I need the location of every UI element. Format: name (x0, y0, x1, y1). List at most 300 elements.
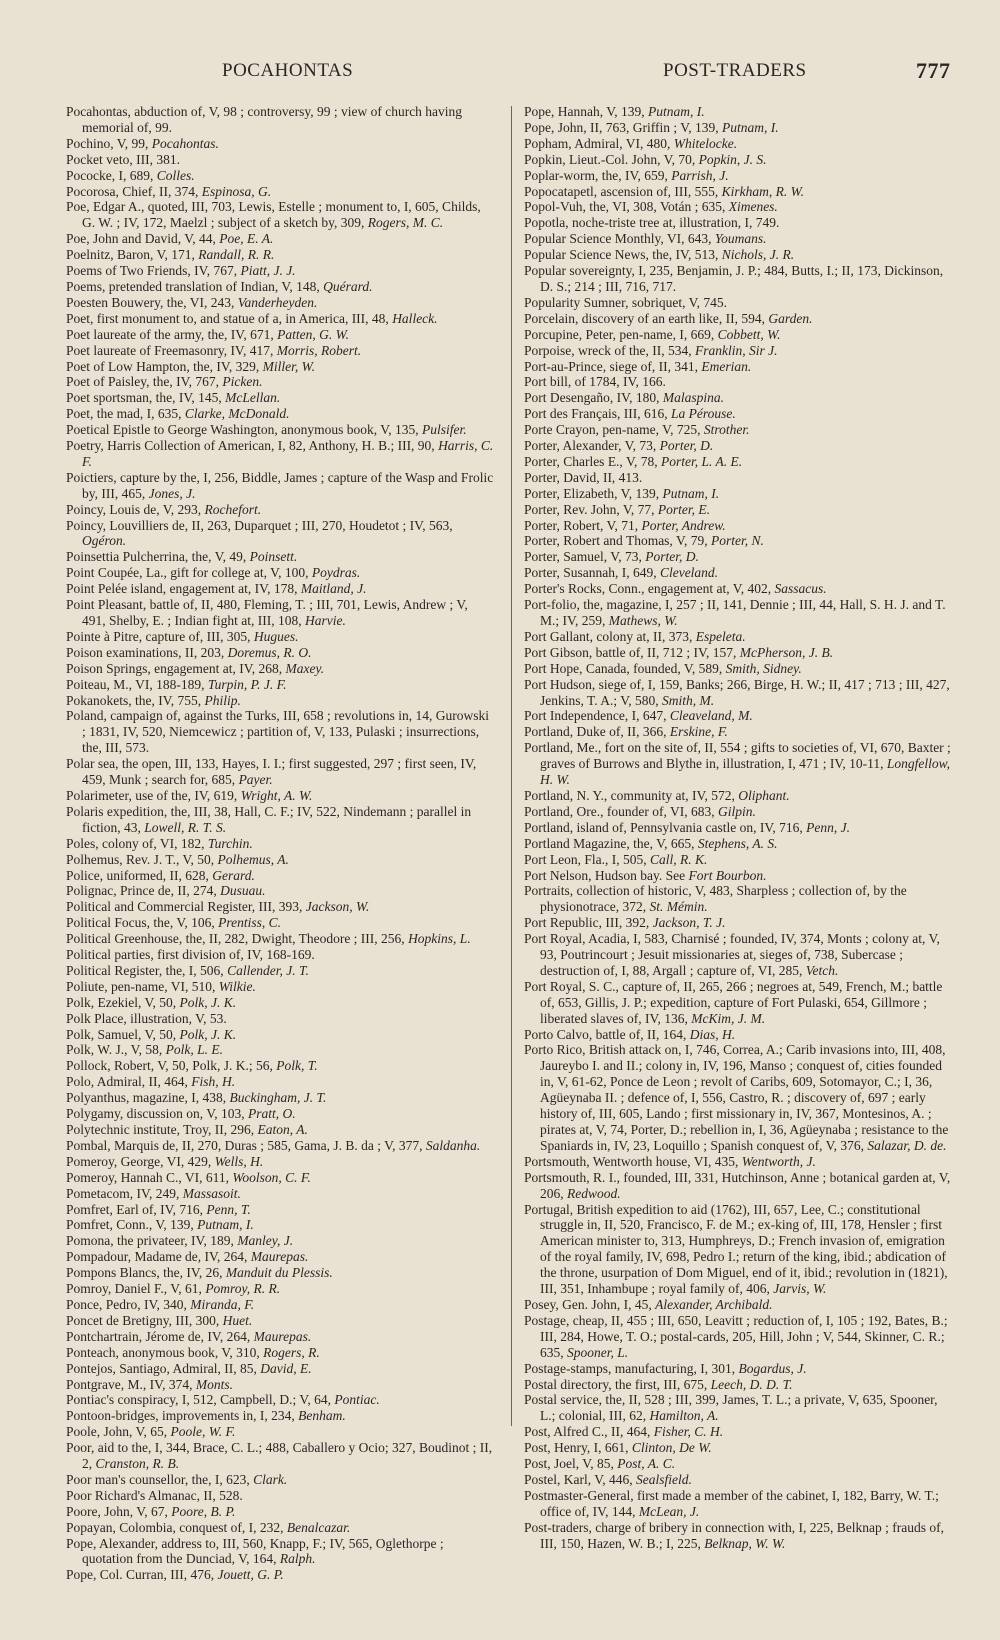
entry-text: Political and Commercial Register, III, 393, (66, 899, 306, 915)
index-entry (524, 883, 952, 915)
column-divider (511, 106, 512, 1426)
index-entry (66, 359, 494, 375)
index-entry (524, 374, 952, 390)
entry-reference: Mathews, W. (608, 613, 678, 628)
entry-text: Popkin, Lieut.-Col. John, V, 70, (524, 151, 699, 167)
index-entry (66, 1392, 494, 1408)
entry-text: Pomeroy, Hannah C., VI, 611, (66, 1169, 233, 1185)
index-entry (66, 1027, 494, 1043)
entry-text: Polygamy, discussion on, V, 103, (66, 1106, 249, 1122)
entry-text: Pope, Hannah, V, 139, (524, 104, 648, 119)
entry-text: Portland Magazine, the, V, 665, (524, 835, 698, 851)
entry-reference: Espinosa, G. (201, 183, 272, 199)
entry-text: Portland, N. Y., community at, IV, 572, (524, 787, 739, 803)
entry-reference: Gilpin. (717, 803, 756, 819)
entry-reference: Woolson, C. F. (232, 1169, 311, 1185)
index-entry (66, 1536, 494, 1568)
entry-reference: Eaton, A. (257, 1122, 308, 1137)
entry-text: Pontoon-bridges, improvements in, I, 234, (66, 1408, 299, 1424)
index-entry (524, 390, 952, 406)
index-entry (66, 883, 494, 899)
entry-reference: Poinsett. (249, 549, 298, 565)
entry-text: Poelnitz, Baron, V, 171, (66, 247, 199, 263)
index-entry (524, 343, 952, 359)
index-entry (524, 661, 952, 677)
entry-text: Point Pelée island, engagement at, IV, 178, (66, 581, 301, 597)
index-entry (66, 1058, 494, 1074)
index-entry (66, 311, 494, 327)
entry-text: Post-traders, charge of bribery in connection with, I, 225, Belknap ; frauds of, III, 150, Hazen, W. B.; I, 225, (524, 1519, 945, 1551)
index-entry (524, 295, 952, 311)
entry-reference: Redwood. (567, 1185, 621, 1201)
index-entry (66, 868, 494, 884)
entry-text: Poinsettia Pulcherrina, the, V, 49, (66, 549, 250, 565)
entry-reference: Spooner, L. (567, 1344, 629, 1360)
entry-text: Pontejos, Santiago, Admiral, II, 85, (66, 1360, 261, 1376)
entry-text: Poore, John, V, 67, (66, 1503, 172, 1519)
index-entry (524, 152, 952, 168)
entry-text: Porter, Elizabeth, V, 139, (524, 485, 663, 501)
entry-reference: Pocahontas. (151, 135, 219, 151)
entry-text: Poet laureate of the army, the, IV, 671, (66, 326, 278, 342)
entry-text: Postage-stamps, manufacturing, I, 301, (524, 1360, 739, 1376)
index-entry (66, 1106, 494, 1122)
index-entry (66, 1138, 494, 1154)
entry-text: Pointe à Pitre, capture of, III, 305, (66, 628, 254, 644)
index-entry (66, 979, 494, 995)
entry-reference: Alexander, Archibald. (655, 1296, 773, 1312)
entry-text: Polignac, Prince de, II, 274, (66, 883, 221, 899)
index-entry (66, 931, 494, 947)
entry-text: Pococke, I, 689, (66, 167, 157, 183)
entry-text: Popol-Vuh, the, VI, 308, Votán ; 635, (524, 199, 729, 215)
entry-text: Pocahontas, abduction of, V, 98 ; controversy, 99 ; view of church having memorial of, 99. (66, 104, 463, 135)
entry-reference: Maxey. (285, 660, 325, 676)
entry-text: Port Hudson, siege of, I, 159, Banks; 266, Birge, H. W.; II, 417 ; 713 ; III, 427, Jenkins, T. A.; V, 580, (524, 676, 950, 708)
entry-reference: Wells, H. (214, 1153, 264, 1169)
entry-reference: Halleck. (392, 310, 438, 326)
entry-text: Porcelain, discovery of an earth like, II, 594, (524, 310, 769, 326)
entry-text: Port-au-Prince, siege of, II, 341, (524, 358, 702, 374)
index-entry (66, 1520, 494, 1536)
index-entry (66, 963, 494, 979)
entry-text: Pontgrave, M., IV, 374, (66, 1376, 196, 1392)
entry-text: Poole, John, V, 65, (66, 1424, 171, 1440)
index-entry (524, 247, 952, 263)
index-entry (66, 518, 494, 550)
entry-reference: Cranston, R. B. (95, 1456, 180, 1472)
entry-text: Point Pleasant, battle of, II, 480, Fleming, T. ; III, 701, Lewis, Andrew ; V, 491, Shelby, E. ; Indian fight at, III, 108, (66, 597, 468, 628)
entry-reference: Colles. (156, 167, 195, 183)
index-entry (524, 1456, 952, 1472)
index-entry (66, 184, 494, 200)
entry-text: Port Desengaño, IV, 180, (524, 390, 663, 406)
index-entry (66, 852, 494, 868)
index-entry (524, 518, 952, 534)
entry-reference: Porter, N. (710, 533, 764, 549)
index-entry (66, 899, 494, 915)
index-entry (524, 1488, 952, 1520)
index-entry (66, 1090, 494, 1106)
index-entry (66, 231, 494, 247)
entry-text: Polo, Admiral, II, 464, (66, 1074, 192, 1090)
entry-text: Porter, Susannah, I, 649, (524, 565, 660, 581)
entry-reference: Ralph. (279, 1551, 316, 1567)
entry-text: Pope, Col. Curran, III, 476, (66, 1567, 218, 1583)
entry-reference: Wentworth, J. (741, 1153, 816, 1169)
entry-text: Poetry, Harris Collection of American, I, 82, Anthony, H. B.; III, 90, (66, 438, 439, 454)
entry-reference: Leech, D. D. T. (710, 1376, 793, 1392)
entry-text: Polarimeter, use of the, IV, 619, (66, 787, 241, 803)
entry-text: Poet sportsman, the, IV, 145, (66, 390, 226, 406)
index-entry (66, 374, 494, 390)
index-entry (66, 947, 494, 963)
entry-reference: Harvie. (304, 613, 346, 628)
index-entry (524, 120, 952, 136)
entry-text: Post, Alfred C., II, 464, (524, 1424, 654, 1440)
entry-reference: Poe, E. A. (219, 231, 274, 247)
entry-reference: Cobbett, W. (717, 326, 781, 342)
index-entry (66, 693, 494, 709)
index-entry (524, 645, 952, 661)
index-entry (66, 1233, 494, 1249)
entry-reference: Polk, T. (276, 1058, 318, 1074)
entry-text: Police, uniformed, II, 628, (66, 867, 213, 883)
entry-text: Porter's Rocks, Conn., engagement at, V, 402, (524, 581, 775, 597)
entry-text: Porte Crayon, pen-name, V, 725, (524, 422, 704, 438)
entry-reference: Putnam, I. (662, 485, 720, 501)
entry-text: Poincy, Louis de, V, 293, (66, 501, 205, 517)
entry-text: Political parties, first division of, IV, 168-169. (66, 947, 315, 963)
right-column (524, 104, 952, 1551)
entry-text: Polhemus, Rev. J. T., V, 50, (66, 851, 218, 867)
entry-text: Polyanthus, magazine, I, 438, (66, 1090, 230, 1106)
entry-reference: Penn, T. (206, 1201, 251, 1217)
index-entry (66, 263, 494, 279)
entry-text: Pontiac's conspiracy, I, 512, Campbell, D.; V, 64, (66, 1392, 335, 1408)
entry-reference: Pomroy, R. R. (205, 1281, 281, 1297)
entry-text: Ponteach, anonymous book, V, 310, (66, 1344, 264, 1360)
index-entry (66, 1281, 494, 1297)
entry-text: Port Royal, Acadia, I, 583, Charnisé ; founded, IV, 374, Monts ; colony at, V, 93, Poutrincourt ; Jesuit missionaries at, sieges of, 738, Subercase ; destruction of, I, 88, Argall ; capture of, VI, 285, (524, 931, 940, 978)
entry-reference: Jarvis, W. (773, 1281, 827, 1297)
entry-text: Portugal, British expedition to aid (1762), III, 657, Lee, C.; constitutional struggle in, II, 520, Francisco, F. de M.; ex-king of, III, 178, Hensler ; first American minister to, 313, Humphreys, D.; French invasion of, emigration of the royal family, IV, 698, Pedro I.; return of the king, ibid.; abdication of the throne, usurpation of Dom Miguel, end of it, ibid.; revolution in (1821), III, 351, Inhambupe ; royal family of, 406, (524, 1201, 948, 1297)
index-entry (66, 708, 494, 756)
entry-text: Poictiers, capture by the, I, 256, Biddle, James ; capture of the Wasp and Frolic by, III, 465, (66, 469, 494, 501)
entry-text: Pocket veto, III, 381. (66, 151, 180, 167)
index-entry (66, 549, 494, 565)
index-entry (66, 247, 494, 263)
entry-reference: Garden. (768, 310, 813, 326)
index-entry (66, 1170, 494, 1186)
index-entry (66, 1122, 494, 1138)
entry-reference: Sassacus. (774, 581, 827, 597)
index-entry (66, 168, 494, 184)
index-entry (524, 438, 952, 454)
left-guide-word: POCAHONTAS (222, 60, 354, 81)
entry-reference: Smith, M. (662, 692, 715, 708)
entry-text: Popayan, Colombia, conquest of, I, 232, (66, 1519, 287, 1535)
entry-reference: Putnam, I. (648, 104, 705, 119)
index-entry (524, 1202, 952, 1297)
entry-text: Political Focus, the, V, 106, (66, 915, 219, 931)
entry-reference: Longfellow, H. W. (540, 756, 950, 788)
entry-reference: Nichols, J. R. (721, 247, 795, 263)
entry-reference: Miller, W. (262, 358, 315, 374)
index-entry (524, 231, 952, 247)
entry-reference: Espeleta. (695, 628, 746, 644)
entry-reference: Clarke, McDonald. (184, 406, 290, 422)
entry-text: Portland, Ore., founder of, VI, 683, (524, 803, 718, 819)
index-entry (66, 152, 494, 168)
index-entry (66, 1408, 494, 1424)
index-entry (524, 422, 952, 438)
entry-reference: Lowell, R. T. S. (144, 819, 227, 835)
entry-reference: Popkin, J. S. (698, 151, 767, 167)
index-entry (66, 1472, 494, 1488)
entry-reference: Pratt, O. (248, 1106, 296, 1122)
index-entry (524, 740, 952, 788)
entry-text: Porto Calvo, battle of, II, 164, (524, 1026, 690, 1042)
index-entry (524, 199, 952, 215)
entry-reference: Jackson, T. J. (652, 915, 726, 931)
index-entry (524, 565, 952, 581)
entry-reference: Whitelocke. (673, 135, 738, 151)
page-number: 777 (916, 58, 951, 83)
index-entry (66, 279, 494, 295)
entry-reference: Gerard. (212, 867, 255, 883)
entry-text: Porcupine, Peter, pen-name, I, 669, (524, 326, 718, 342)
index-entry (524, 549, 952, 565)
entry-reference: Putnam, I. (197, 1217, 254, 1233)
entry-reference: Philip. (204, 692, 241, 708)
index-entry (524, 1042, 952, 1153)
entry-reference: Benalcazar. (286, 1519, 351, 1535)
index-entry (524, 184, 952, 200)
entry-text: Postel, Karl, V, 446, (524, 1471, 637, 1487)
entry-text: Port Independence, I, 647, (524, 708, 670, 724)
entry-reference: Cleveland. (659, 565, 719, 581)
entry-reference: Bogardus, J. (738, 1360, 807, 1376)
entry-reference: Oliphant. (738, 787, 790, 803)
entry-reference: Jones, J. (148, 485, 196, 501)
entry-reference: McKim, J. M. (691, 1010, 766, 1026)
entry-text: Polk Place, illustration, V, 53. (66, 1010, 227, 1026)
entry-reference: Jackson, W. (305, 899, 370, 915)
index-entry (66, 804, 494, 836)
entry-text: Popularity Sumner, sobriquet, V, 745. (524, 294, 727, 310)
index-entry (66, 1202, 494, 1218)
entry-text: Porter, Robert, V, 71, (524, 517, 642, 533)
entry-text: Poor Richard's Almanac, II, 528. (66, 1487, 243, 1503)
entry-reference: Vetch. (805, 962, 839, 978)
entry-reference: Hugues. (253, 628, 299, 644)
index-entry (66, 661, 494, 677)
index-entry (524, 104, 952, 120)
index-entry (66, 136, 494, 152)
index-entry (66, 1011, 494, 1027)
index-entry (524, 597, 952, 629)
index-entry (66, 422, 494, 438)
entry-text: Pomfret, Conn., V, 139, (66, 1217, 198, 1233)
entry-reference: Hamilton, A. (649, 1408, 719, 1424)
index-entry (524, 836, 952, 852)
entry-text: Pochino, V, 99, (66, 135, 152, 151)
index-entry (66, 1440, 494, 1472)
entry-reference: Dias, H. (689, 1026, 736, 1042)
index-entry (66, 1488, 494, 1504)
entry-reference: Kirkham, R. W. (721, 183, 804, 199)
entry-text: Poor man's counsellor, the, I, 623, (66, 1471, 254, 1487)
entry-reference: Polk, J. K. (179, 994, 237, 1010)
index-entry (524, 470, 952, 486)
entry-reference: Penn, J. (806, 819, 850, 835)
entry-text: Porter, Robert and Thomas, V, 79, (524, 533, 711, 549)
entry-reference: La Pérouse. (670, 406, 736, 422)
entry-reference: Poole, W. F. (170, 1424, 236, 1440)
entry-text: Port Leon, Fla., I, 505, (524, 851, 650, 867)
entry-text: Poe, Edgar A., quoted, III, 703, Lewis, Estelle ; monument to, I, 605, Childs, G. W. ; IV, 172, Maelzl ; subject of a sketch by, 309, (66, 199, 481, 231)
entry-reference: Huet. (222, 1312, 253, 1328)
entry-reference: Polk, J. K. (179, 1026, 237, 1042)
index-entry (524, 263, 952, 295)
index-entry (66, 1186, 494, 1202)
index-entry (66, 756, 494, 788)
index-entry (66, 597, 494, 629)
entry-text: Post, Henry, I, 661, (524, 1440, 632, 1456)
entry-reference: Poore, B. P. (171, 1503, 236, 1519)
entry-text: Political Greenhouse, the, II, 282, Dwight, Theodore ; III, 256, (66, 931, 409, 947)
index-entry (524, 1392, 952, 1424)
entry-text: Pope, Alexander, address to, III, 560, Knapp, F.; IV, 565, Oglethorpe ; quotation from the Dunciad, V, 164, (66, 1535, 444, 1567)
index-entry (66, 1249, 494, 1265)
entry-reference: Malaspina. (662, 390, 725, 406)
entry-reference: Sealsfield. (636, 1471, 692, 1487)
entry-reference: Quérard. (323, 278, 373, 294)
entry-text: Port Gallant, colony at, II, 373, (524, 628, 696, 644)
entry-reference: Rogers, R. (263, 1344, 320, 1360)
index-entry (66, 1265, 494, 1281)
entry-reference: Pulsifer. (422, 422, 467, 438)
entry-reference: Fish, H. (191, 1074, 236, 1090)
entry-text: Polaris expedition, the, III, 38, Hall, C. F.; IV, 522, Nindemann ; parallel in fiction, 43, (66, 803, 472, 835)
entry-text: Popocatapetl, ascension of, III, 555, (524, 183, 722, 199)
entry-reference: Poydras. (311, 565, 361, 581)
index-entry (524, 311, 952, 327)
index-entry (66, 788, 494, 804)
entry-text: Poor, aid to the, I, 344, Brace, C. L.; 488, Caballero y Ocio; 327, Boudinot ; II, 2, (66, 1440, 493, 1472)
entry-reference: Strother. (703, 422, 750, 438)
entry-text: Portland, island of, Pennsylvania castle on, IV, 716, (524, 819, 807, 835)
entry-text: Pompons Blancs, the, IV, 26, (66, 1265, 226, 1281)
entry-reference: Dusuau. (220, 883, 266, 899)
index-entry (524, 1027, 952, 1043)
entry-reference: Callender, J. T. (227, 962, 309, 978)
entry-text: Porter, Charles E., V, 78, (524, 453, 661, 469)
entry-text: Polar sea, the open, III, 133, Hayes, I. I.; first suggested, 297 ; first seen, IV, 459, Munk ; search for, 685, (66, 756, 477, 788)
entry-text: Pometacom, IV, 249, (66, 1185, 183, 1201)
entry-reference: Jouett, G. P. (217, 1567, 284, 1583)
entry-reference: Youmans. (714, 231, 767, 247)
index-entry (66, 295, 494, 311)
entry-text: Pokanokets, the, IV, 755, (66, 692, 205, 708)
entry-text: Poems of Two Friends, IV, 767, (66, 263, 241, 279)
entry-text: Poet of Low Hampton, the, IV, 329, (66, 358, 263, 374)
index-entry (66, 1361, 494, 1377)
index-entry (524, 581, 952, 597)
right-guide-word: POST-TRADERS (663, 60, 807, 81)
index-entry (524, 1440, 952, 1456)
entry-reference: Emerian. (701, 358, 752, 374)
entry-reference: Polk, L. E. (165, 1042, 224, 1058)
entry-text: Poincy, Louvilliers de, II, 263, Duparquet ; III, 270, Houdetot ; IV, 563, (66, 517, 453, 533)
index-entry (524, 1472, 952, 1488)
entry-text: Poison Springs, engagement at, IV, 268, (66, 660, 286, 676)
index-entry (524, 1154, 952, 1170)
index-entry (66, 1329, 494, 1345)
entry-reference: Maurepas. (253, 1328, 312, 1344)
entry-text: Poesten Bouwery, the, VI, 243, (66, 294, 238, 310)
entry-reference: Polhemus, A. (217, 851, 289, 867)
entry-text: Poet, first monument to, and statue of a, in America, III, 48, (66, 310, 393, 326)
entry-reference: Vanderheyden. (237, 294, 318, 310)
entry-reference: Salazar, D. de. (867, 1137, 947, 1153)
entry-text: Ponce, Pedro, IV, 340, (66, 1296, 191, 1312)
entry-reference: Rogers, M. C. (367, 215, 444, 231)
entry-text: Popular Science Monthly, VI, 643, (524, 231, 715, 247)
entry-reference: Stephens, A. S. (697, 835, 778, 851)
entry-text: Pompadour, Madame de, IV, 264, (66, 1249, 251, 1265)
entry-text: Port des Français, III, 616, (524, 406, 671, 422)
entry-text: Poe, John and David, V, 44, (66, 231, 220, 247)
entry-reference: Manduit du Plessis. (225, 1265, 333, 1281)
entry-reference: St. Mémin. (649, 899, 708, 915)
entry-reference: Clinton, De W. (631, 1440, 712, 1456)
entry-text: Port Hope, Canada, founded, V, 589, (524, 660, 726, 676)
entry-reference: Miranda, F. (190, 1296, 255, 1312)
index-entry (524, 629, 952, 645)
entry-text: Pontchartrain, Jérome de, IV, 264, (66, 1328, 254, 1344)
entry-text: Popular sovereignty, I, 235, Benjamin, J. P.; 484, Butts, I.; II, 173, Dickinson, D. S.; 214 ; III, 716, 717. (524, 263, 944, 294)
entry-text: Poliute, pen-name, VI, 510, (66, 978, 219, 994)
index-entry (66, 502, 494, 518)
index-entry (524, 1313, 952, 1361)
running-head (0, 60, 1000, 90)
entry-reference: Belknap, W. W. (704, 1535, 786, 1551)
entry-text: Postmaster-General, first made a member of the cabinet, I, 182, Barry, W. T.; office of, IV, 144, (524, 1487, 939, 1519)
entry-text: Poland, campaign of, against the Turks, III, 658 ; revolutions in, 14, Gurowski ; 1831, IV, 520, Niemcewicz ; partition of, V, 133, Pulaski ; insurrections, the, III, 573. (66, 708, 489, 756)
index-entry (66, 199, 494, 231)
entry-text: Pombal, Marquis de, II, 270, Duras ; 585, Gama, J. B. da ; V, 377, (66, 1137, 426, 1153)
entry-reference: Maurepas. (250, 1249, 309, 1265)
index-entry (66, 1345, 494, 1361)
index-entry (524, 1520, 952, 1552)
entry-text: Post, Joel, V, 85, (524, 1456, 618, 1472)
entry-text: Porto Rico, British attack on, I, 746, Correa, A.; Carib invasions into, III, 408, Jaureybo I. and II.; colony in, IV, 196, Manso ; conquest of, cities founded in, V, 61-62, Ponce de Leon ; revolt of Caribs, 609, Sotomayor, C.; I, 36, Agüeynaba II. ; defence of, I, 556, Castro, R. ; discovery of, 697 ; early history of, III, 605, Lando ; first missionary in, IV, 367, Montesinos, A. ; pirates at, V, 74, Porter, D.; rebellion in, I, 36, Agüeynaba ; resistance to the Spaniards in, IV, 23, Loquillo ; Spanish conquest of, V, 376, (524, 1042, 949, 1153)
entry-text: Polytechnic institute, Troy, II, 296, (66, 1122, 258, 1137)
entry-text: Posey, Gen. John, I, 45, (524, 1296, 656, 1312)
entry-text: Portraits, collection of historic, V, 483, Sharpless ; collection of, by the physionotrace, 372, (524, 883, 907, 915)
entry-reference: Putnam, I. (722, 119, 779, 135)
entry-text: Polk, W. J., V, 58, (66, 1042, 166, 1058)
entry-text: Poplar-worm, the, IV, 659, (524, 167, 672, 183)
index-entry (524, 820, 952, 836)
index-entry (524, 1424, 952, 1440)
entry-reference: Ximenes. (728, 199, 778, 215)
entry-text: Point Coupée, La., gift for college at, V, 100, (66, 565, 312, 581)
entry-text: Poiteau, M., VI, 188-189, (66, 676, 208, 692)
index-entry (66, 1567, 494, 1583)
